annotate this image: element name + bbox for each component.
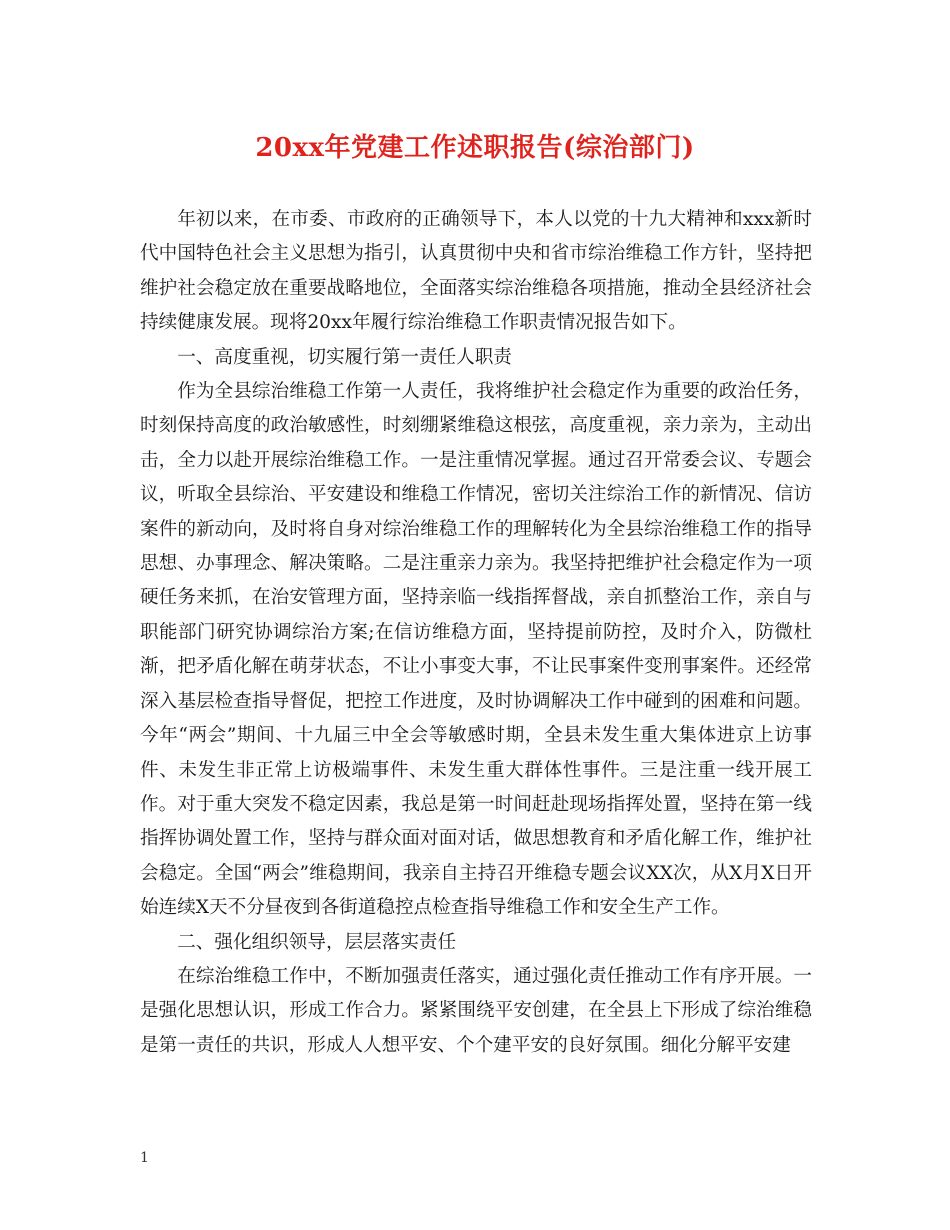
section-2-paragraph: 在综治维稳工作中，不断加强责任落实，通过强化责任推动工作有序开展。一是强化思想认识，形成工作合力。紧紧围绕平安创建，在全县上下形成了综治维稳是第一责任的共识，形成人人想平安、个个建平安的良好氛围。细化分解平安建 <box>140 965 812 1056</box>
section-1-paragraph: 作为全县综治维稳工作第一人责任，我将维护社会稳定作为重要的政治任务，时刻保持高度的政治敏感性，时刻绷紧维稳这根弦，高度重视，亲力亲为，主动出击，全力以赴开展综治维稳工作。一是注重情况掌握。通过召开常委会议、专题会议，听取全县综治、平安建设和维稳工作情况，密切关注综治工作的新情况、信访案件的新动向，及时将自身对综治维稳工作的理解转化为全县综治维稳工作的指导思想、办事理念、解决策略。二是注重亲力亲为。我坚持把维护社会稳定作为一项硬任务来抓，在治安管理方面，坚持亲临一线指挥督战，亲自抓整治工作，亲自与职能部门研究协调综治方案;在信访维稳方面，坚持提前防控，及时介入，防微杜渐，把矛盾化解在萌芽状态，不让小事变大事，不让民事案件变刑事案件。还经常深入基层检查指导督促，把控工作进度，及时协调解决工作中碰到的困难和问题。今年“两会”期间、十九届三中全会等敏感时期，全县未发生重大集体进京上访事件、未发生非正常上访极端事件、未发生重大群体性事件。三是注重一线开展工作。对于重大突发不稳定因素，我总是第一时间赶赴现场指挥处置，坚持在第一线指挥协调处置工作，坚持与群众面对面对话，做思想教育和矛盾化解工作，维护社会稳定。全国“两会”维稳期间，我亲自主持召开维稳专题会议XX次，从X月X日开始连续X天不分昼夜到各街道稳控点检查指导维稳工作和安全生产工作。 <box>140 381 812 919</box>
intro-paragraph: 年初以来，在市委、市政府的正确领导下，本人以党的十九大精神和xxx新时代中国特色社会主义思想为指引，认真贯彻中央和省市综治维稳工作方针，坚持把维护社会稳定放在重要战略地位，全面落实综治维稳各项措施，推动全县经济社会持续健康发展。现将20xx年履行综治维稳工作职责情况报告如下。 <box>140 209 812 334</box>
section-heading-1: 一、高度重视，切实履行第一责任人职责 <box>177 346 512 368</box>
page-number: 1 <box>140 1150 149 1166</box>
section-heading-2: 二、强化组织领导，层层落实责任 <box>177 931 457 953</box>
document-title: 20xx年党建工作述职报告(综治部门) <box>255 133 695 163</box>
document-body <box>140 203 812 1063</box>
